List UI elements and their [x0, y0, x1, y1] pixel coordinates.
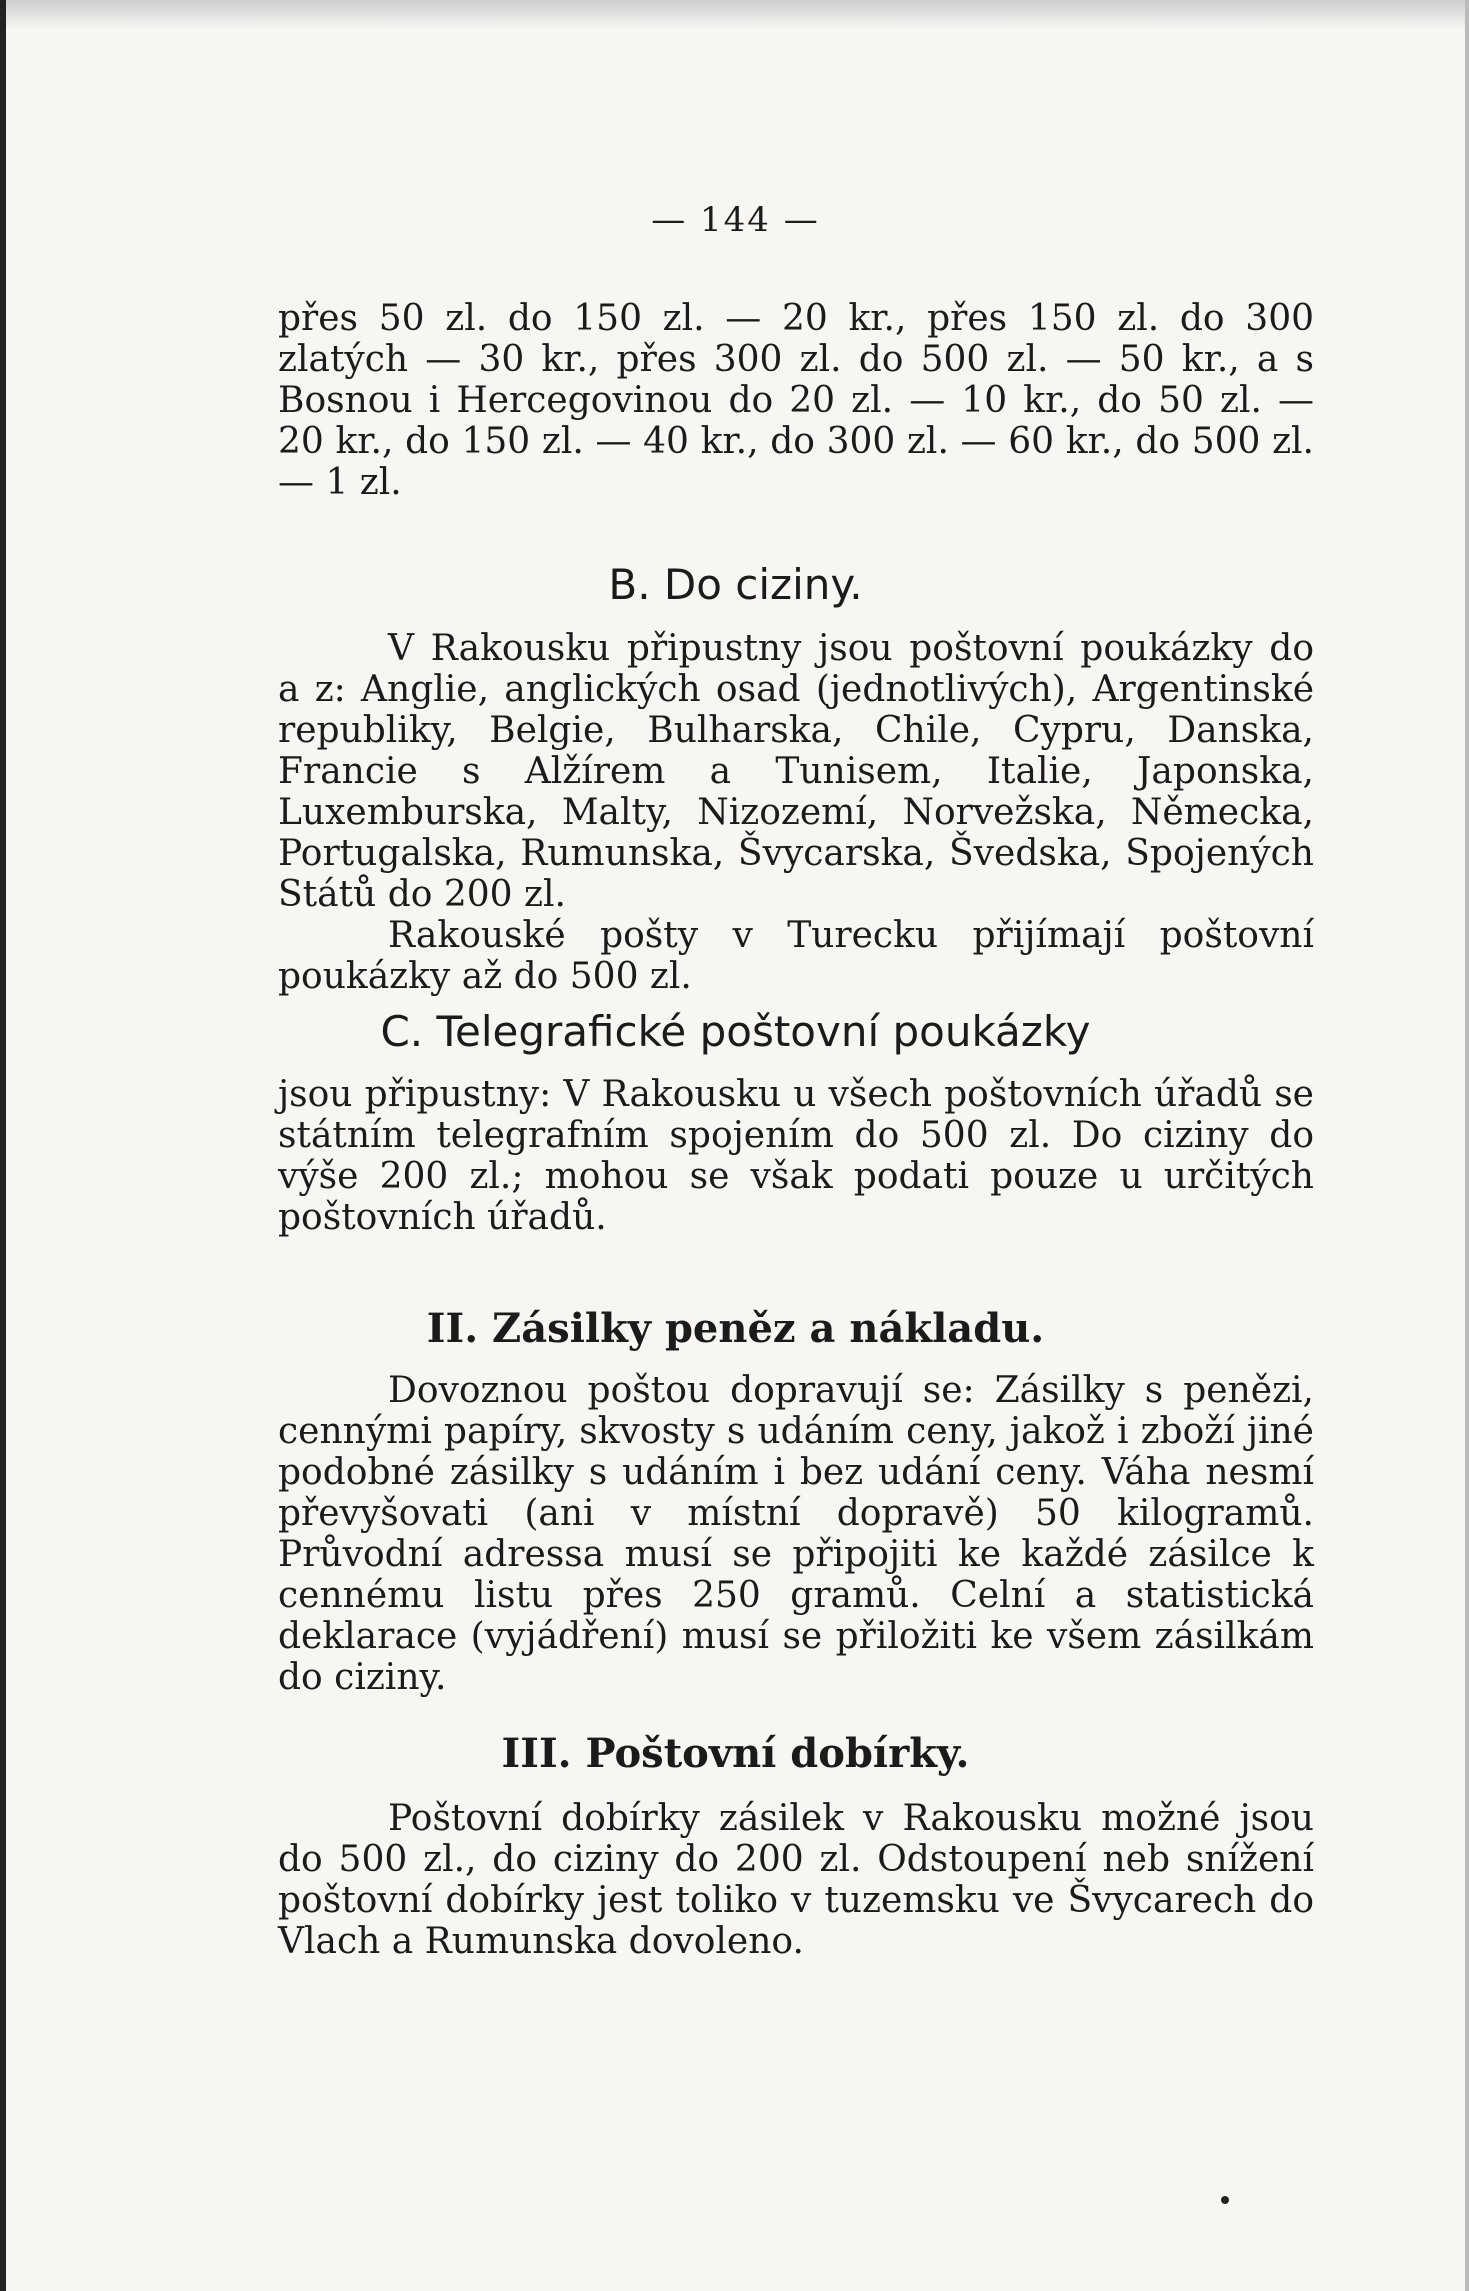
section-iii-text	[278, 1798, 1314, 1962]
section-ii-text	[278, 1370, 1314, 1698]
section-c-text	[278, 1074, 1314, 1238]
intro-paragraph	[278, 298, 1314, 503]
section-b-text	[278, 628, 1314, 997]
para-ii: Dovoznou poštou dopravují se: Zásilky s penězi, cennými papíry, skvosty s udáním ceny, jakož i zboží jiné podobné zásilky s udáním i bez udání ceny. Váha nesmí převyšovati (ani v místní dopravě) 50 kilogramů. Průvodní adressa musí se připojiti ke každé zásilce k cennému listu přes 250 gramů. Celní a statistická deklarace (vyjádření) musí se přiložiti ke všem zásilkám do ciziny.	[278, 1370, 1314, 1698]
intro-text: přes 50 zl. do 150 zl. — 20 kr., přes 150 zl. do 300 zlatých — 30 kr., přes 300 zl. do 500 zl. — 50 kr., a s Bosnou i Hercegovinou do 20 zl. — 10 kr., do 50 zl. — 20 kr., do 150 zl. — 40 kr., do 300 zl. — 60 kr., do 500 zl. — 1 zl.	[278, 298, 1314, 503]
ink-speck	[1221, 2196, 1229, 2204]
heading-ii: II. Zásilky peněz a nákladu.	[426, 1305, 1045, 1352]
page-number: — 144 —	[651, 200, 820, 240]
heading-b: B. Do ciziny.	[608, 560, 863, 609]
heading-iii: III. Poštovní dobírky.	[501, 1730, 970, 1777]
para-b2: Rakouské pošty v Turecku přijímají poštovní poukázky až do 500 zl.	[278, 915, 1314, 997]
para-c: jsou připustny: V Rakousku u všech poštovních úřadů se státním telegrafním spojením do 500 zl. Do ciziny do výše 200 zl.; mohou se však podati pouze u určitých poštovních úřadů.	[278, 1074, 1314, 1238]
page-top-edge	[6, 0, 1465, 30]
para-iii: Poštovní dobírky zásilek v Rakousku možné jsou do 500 zl., do ciziny do 200 zl. Odstoupení neb snížení poštovní dobírky jest toliko v tuzemsku ve Švycarech do Vlach a Rumunska dovoleno.	[278, 1798, 1314, 1962]
heading-c: C. Telegrafické poštovní poukázky	[380, 1007, 1091, 1056]
para-b1: V Rakousku připustny jsou poštovní poukázky do a z: Anglie, anglických osad (jednotlivých), Argentinské republiky, Belgie, Bulharska, Chile, Cypru, Danska, Francie s Alžírem a Tunisem, Italie, Japonska, Luxemburska, Malty, Nizozemí, Norvežska, Německa, Portugalska, Rumunska, Švycarska, Švedska, Spojených Států do 200 zl.	[278, 628, 1314, 915]
